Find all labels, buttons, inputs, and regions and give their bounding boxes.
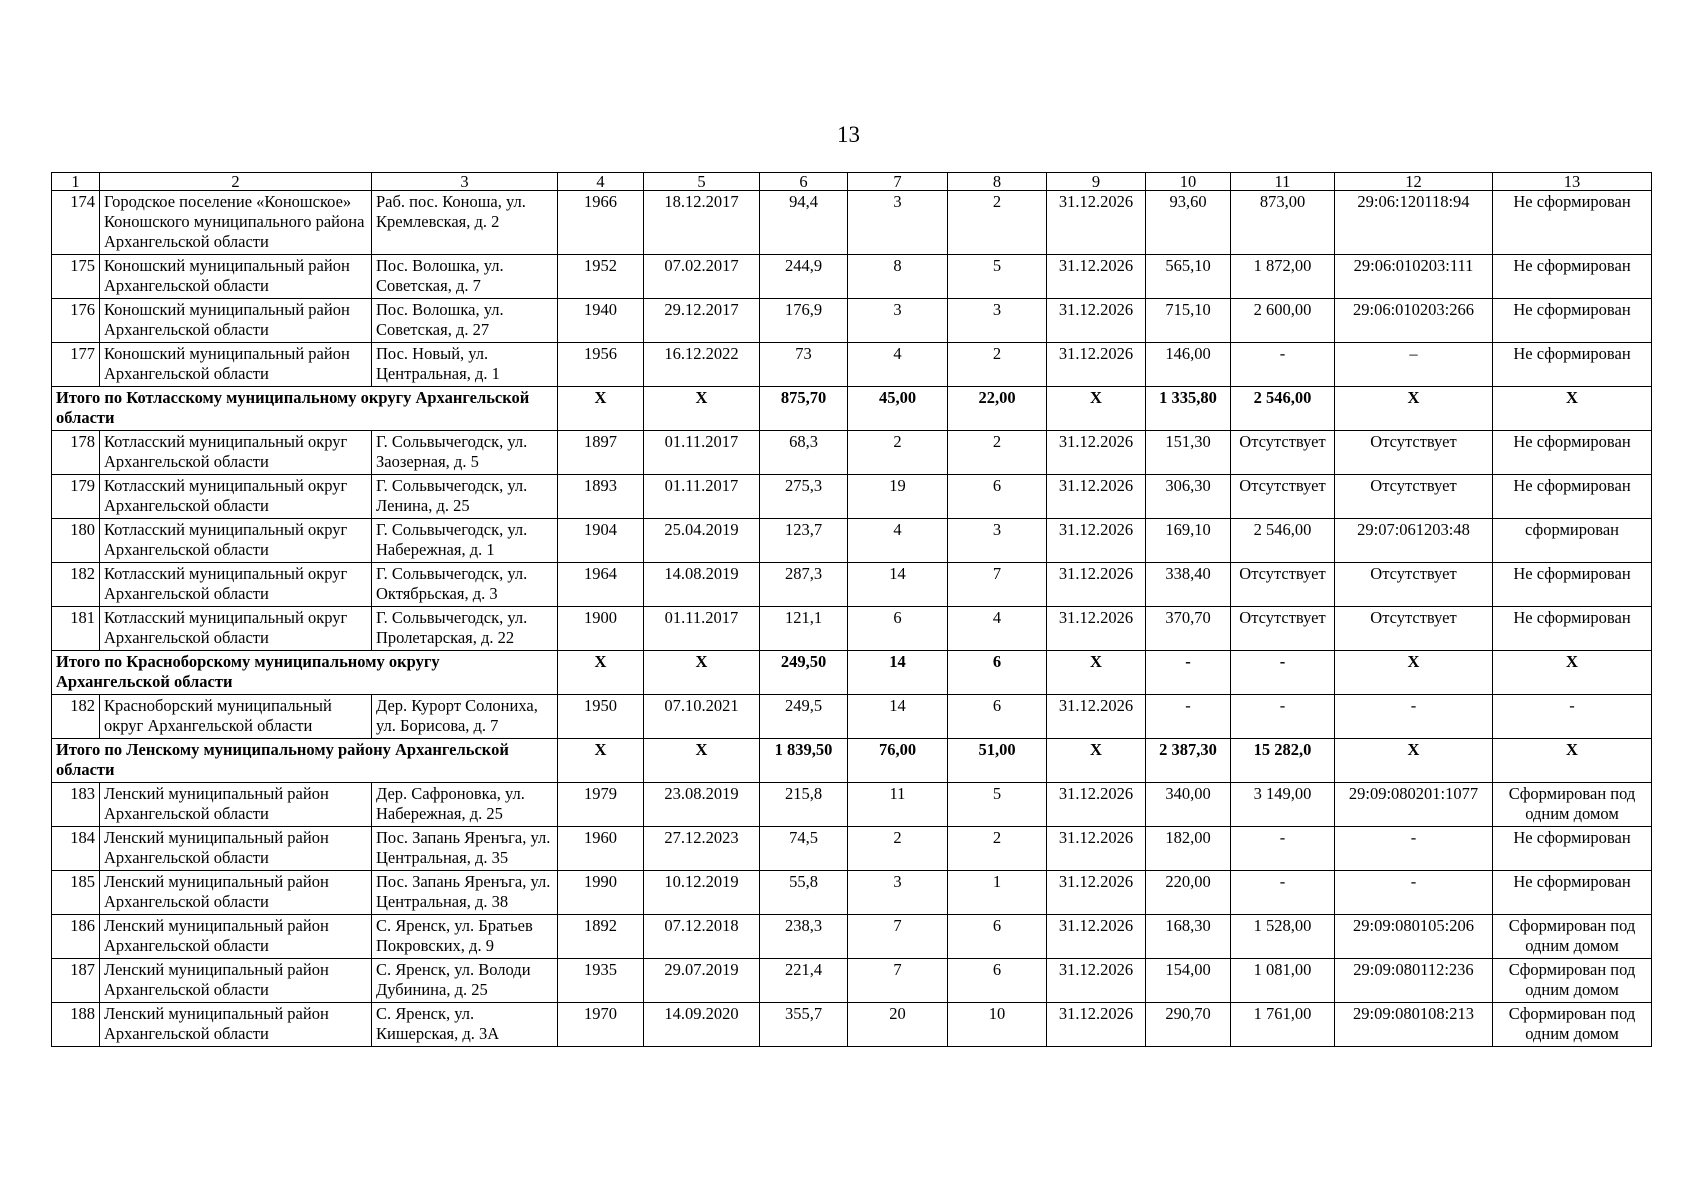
cell-cost: -	[1231, 343, 1335, 387]
column-number-12: 12	[1335, 173, 1493, 191]
page-number: 13	[837, 122, 860, 147]
cell-cost: 1 528,00	[1231, 915, 1335, 959]
cell-row-number: 182	[52, 563, 100, 607]
cell-area: 73	[760, 343, 848, 387]
cell-row-number: 184	[52, 827, 100, 871]
cell-date-recognized: 07.10.2021	[644, 695, 760, 739]
cell-row-number: 175	[52, 255, 100, 299]
cell-row-number: 185	[52, 871, 100, 915]
cell-date-recognized: 07.12.2018	[644, 915, 760, 959]
table-row	[52, 343, 1652, 387]
cell-address: Г. Сольвычегодск, ул. Ленина, д. 25	[372, 475, 558, 519]
cell-land-status: Не сформирован	[1493, 563, 1652, 607]
cell-land-area: 146,00	[1146, 343, 1231, 387]
cell-owner: Красноборский муниципальный округ Архангельской области	[100, 695, 372, 739]
column-number-11: 11	[1231, 173, 1335, 191]
cell-area: 244,9	[760, 255, 848, 299]
total-date-recognized: X	[644, 739, 760, 783]
total-deadline: X	[1047, 739, 1146, 783]
cell-land-area: 168,30	[1146, 915, 1231, 959]
cell-cadastral-number: Отсутствует	[1335, 431, 1493, 475]
cell-date-recognized: 29.12.2017	[644, 299, 760, 343]
table-row	[52, 915, 1652, 959]
total-year-built: X	[558, 387, 644, 431]
column-number-7: 7	[848, 173, 948, 191]
total-cost: -	[1231, 651, 1335, 695]
cell-cadastral-number: 29:06:010203:111	[1335, 255, 1493, 299]
table-row	[52, 255, 1652, 299]
cell-year-built: 1950	[558, 695, 644, 739]
cell-land-area: 370,70	[1146, 607, 1231, 651]
total-land-area: 1 335,80	[1146, 387, 1231, 431]
cell-year-built: 1956	[558, 343, 644, 387]
cell-land-area: 154,00	[1146, 959, 1231, 1003]
cell-apartments: 6	[948, 915, 1047, 959]
cell-cadastral-number: 29:06:010203:266	[1335, 299, 1493, 343]
cell-address: Г. Сольвычегодск, ул. Октябрьская, д. 3	[372, 563, 558, 607]
column-number-13: 13	[1493, 173, 1652, 191]
cell-owner: Ленский муниципальный район Архангельской области	[100, 959, 372, 1003]
table-row	[52, 827, 1652, 871]
cell-deadline: 31.12.2026	[1047, 475, 1146, 519]
table-row	[52, 959, 1652, 1003]
cell-land-area: 220,00	[1146, 871, 1231, 915]
table-row	[52, 475, 1652, 519]
cell-area: 238,3	[760, 915, 848, 959]
cell-apartments: 6	[948, 475, 1047, 519]
cell-row-number: 188	[52, 1003, 100, 1047]
cell-land-status: Не сформирован	[1493, 431, 1652, 475]
total-date-recognized: X	[644, 651, 760, 695]
cell-apartments: 2	[948, 343, 1047, 387]
cell-deadline: 31.12.2026	[1047, 519, 1146, 563]
cell-residents: 4	[848, 343, 948, 387]
cell-deadline: 31.12.2026	[1047, 871, 1146, 915]
cell-cadastral-number: 29:09:080112:236	[1335, 959, 1493, 1003]
cell-row-number: 178	[52, 431, 100, 475]
cell-area: 287,3	[760, 563, 848, 607]
total-land-area: 2 387,30	[1146, 739, 1231, 783]
cell-owner: Ленский муниципальный район Архангельской области	[100, 871, 372, 915]
cell-year-built: 1935	[558, 959, 644, 1003]
cell-apartments: 3	[948, 519, 1047, 563]
column-number-row	[52, 173, 1652, 191]
total-date-recognized: X	[644, 387, 760, 431]
cell-cadastral-number: Отсутствует	[1335, 475, 1493, 519]
total-deadline: X	[1047, 387, 1146, 431]
column-number-4: 4	[558, 173, 644, 191]
total-cost: 15 282,0	[1231, 739, 1335, 783]
total-apartments: 51,00	[948, 739, 1047, 783]
housing-registry-table	[51, 172, 1652, 1047]
cell-cadastral-number: -	[1335, 695, 1493, 739]
total-land-area: -	[1146, 651, 1231, 695]
cell-owner: Котласский муниципальный округ Архангельской области	[100, 519, 372, 563]
cell-owner: Котласский муниципальный округ Архангельской области	[100, 475, 372, 519]
cell-cadastral-number: 29:07:061203:48	[1335, 519, 1493, 563]
cell-date-recognized: 01.11.2017	[644, 475, 760, 519]
cell-year-built: 1904	[558, 519, 644, 563]
cell-residents: 3	[848, 191, 948, 255]
total-residents: 45,00	[848, 387, 948, 431]
cell-area: 55,8	[760, 871, 848, 915]
cell-deadline: 31.12.2026	[1047, 563, 1146, 607]
cell-address: Дер. Сафроновка, ул. Набережная, д. 25	[372, 783, 558, 827]
cell-deadline: 31.12.2026	[1047, 299, 1146, 343]
table-row	[52, 431, 1652, 475]
cell-date-recognized: 25.04.2019	[644, 519, 760, 563]
cell-land-area: 565,10	[1146, 255, 1231, 299]
cell-cost: -	[1231, 695, 1335, 739]
cell-cost: Отсутствует	[1231, 607, 1335, 651]
cell-cost: 873,00	[1231, 191, 1335, 255]
cell-deadline: 31.12.2026	[1047, 783, 1146, 827]
cell-year-built: 1897	[558, 431, 644, 475]
cell-land-area: 290,70	[1146, 1003, 1231, 1047]
cell-deadline: 31.12.2026	[1047, 915, 1146, 959]
total-residents: 76,00	[848, 739, 948, 783]
cell-area: 74,5	[760, 827, 848, 871]
cell-cadastral-number: Отсутствует	[1335, 563, 1493, 607]
cell-owner: Городское поселение «Коношское» Коношского муниципального района Архангельской области	[100, 191, 372, 255]
cell-apartments: 2	[948, 827, 1047, 871]
cell-land-status: Не сформирован	[1493, 299, 1652, 343]
total-land-status: X	[1493, 387, 1652, 431]
cell-area: 215,8	[760, 783, 848, 827]
cell-land-status: Не сформирован	[1493, 607, 1652, 651]
cell-cost: 2 600,00	[1231, 299, 1335, 343]
cell-area: 176,9	[760, 299, 848, 343]
cell-cadastral-number: Отсутствует	[1335, 607, 1493, 651]
cell-land-status: Сформирован под одним домом	[1493, 959, 1652, 1003]
cell-deadline: 31.12.2026	[1047, 191, 1146, 255]
total-label: Итого по Красноборскому муниципальному округу Архангельской области	[52, 651, 558, 695]
cell-residents: 8	[848, 255, 948, 299]
column-number-1: 1	[52, 173, 100, 191]
cell-row-number: 180	[52, 519, 100, 563]
table-row	[52, 607, 1652, 651]
cell-row-number: 186	[52, 915, 100, 959]
cell-deadline: 31.12.2026	[1047, 695, 1146, 739]
cell-cadastral-number: 29:06:120118:94	[1335, 191, 1493, 255]
cell-date-recognized: 27.12.2023	[644, 827, 760, 871]
cell-land-area: 151,30	[1146, 431, 1231, 475]
cell-cost: Отсутствует	[1231, 475, 1335, 519]
cell-address: Пос. Волошка, ул. Советская, д. 7	[372, 255, 558, 299]
column-number-2: 2	[100, 173, 372, 191]
cell-residents: 14	[848, 695, 948, 739]
cell-area: 221,4	[760, 959, 848, 1003]
cell-land-area: 182,00	[1146, 827, 1231, 871]
cell-date-recognized: 01.11.2017	[644, 431, 760, 475]
table-body	[52, 173, 1652, 1047]
cell-deadline: 31.12.2026	[1047, 431, 1146, 475]
cell-cadastral-number: 29:09:080108:213	[1335, 1003, 1493, 1047]
cell-land-area: 338,40	[1146, 563, 1231, 607]
cell-residents: 2	[848, 431, 948, 475]
cell-date-recognized: 14.08.2019	[644, 563, 760, 607]
cell-cost: Отсутствует	[1231, 563, 1335, 607]
cell-deadline: 31.12.2026	[1047, 255, 1146, 299]
cell-year-built: 1952	[558, 255, 644, 299]
cell-year-built: 1964	[558, 563, 644, 607]
cell-date-recognized: 01.11.2017	[644, 607, 760, 651]
cell-area: 249,5	[760, 695, 848, 739]
cell-cost: 2 546,00	[1231, 519, 1335, 563]
total-row	[52, 651, 1652, 695]
cell-row-number: 174	[52, 191, 100, 255]
cell-owner: Ленский муниципальный район Архангельской области	[100, 827, 372, 871]
cell-land-status: Не сформирован	[1493, 871, 1652, 915]
cell-address: Г. Сольвычегодск, ул. Пролетарская, д. 22	[372, 607, 558, 651]
total-area: 1 839,50	[760, 739, 848, 783]
cell-apartments: 4	[948, 607, 1047, 651]
cell-date-recognized: 29.07.2019	[644, 959, 760, 1003]
column-number-3: 3	[372, 173, 558, 191]
total-apartments: 22,00	[948, 387, 1047, 431]
cell-date-recognized: 16.12.2022	[644, 343, 760, 387]
cell-apartments: 6	[948, 695, 1047, 739]
total-label: Итого по Ленскому муниципальному району Архангельской области	[52, 739, 558, 783]
cell-address: Г. Сольвычегодск, ул. Заозерная, д. 5	[372, 431, 558, 475]
cell-land-area: -	[1146, 695, 1231, 739]
column-number-6: 6	[760, 173, 848, 191]
cell-row-number: 182	[52, 695, 100, 739]
cell-year-built: 1960	[558, 827, 644, 871]
cell-cost: 1 081,00	[1231, 959, 1335, 1003]
cell-land-area: 306,30	[1146, 475, 1231, 519]
cell-owner: Коношский муниципальный район Архангельской области	[100, 299, 372, 343]
cell-deadline: 31.12.2026	[1047, 827, 1146, 871]
cell-year-built: 1900	[558, 607, 644, 651]
cell-deadline: 31.12.2026	[1047, 1003, 1146, 1047]
cell-apartments: 10	[948, 1003, 1047, 1047]
cell-land-status: -	[1493, 695, 1652, 739]
total-land-status: X	[1493, 651, 1652, 695]
column-number-8: 8	[948, 173, 1047, 191]
table-row	[52, 1003, 1652, 1047]
cell-land-status: Сформирован под одним домом	[1493, 1003, 1652, 1047]
table-row	[52, 191, 1652, 255]
cell-land-status: Не сформирован	[1493, 343, 1652, 387]
cell-land-area: 93,60	[1146, 191, 1231, 255]
cell-apartments: 5	[948, 783, 1047, 827]
cell-land-status: Не сформирован	[1493, 191, 1652, 255]
total-row	[52, 739, 1652, 783]
cell-residents: 3	[848, 299, 948, 343]
cell-address: Пос. Запань Яренъга, ул. Центральная, д. 35	[372, 827, 558, 871]
cell-cost: 1 761,00	[1231, 1003, 1335, 1047]
cell-date-recognized: 14.09.2020	[644, 1003, 760, 1047]
cell-row-number: 181	[52, 607, 100, 651]
cell-area: 68,3	[760, 431, 848, 475]
cell-apartments: 2	[948, 431, 1047, 475]
cell-row-number: 177	[52, 343, 100, 387]
total-row	[52, 387, 1652, 431]
cell-row-number: 187	[52, 959, 100, 1003]
cell-apartments: 1	[948, 871, 1047, 915]
cell-address: Пос. Новый, ул. Центральная, д. 1	[372, 343, 558, 387]
cell-residents: 20	[848, 1003, 948, 1047]
cell-residents: 3	[848, 871, 948, 915]
cell-cadastral-number: -	[1335, 871, 1493, 915]
cell-date-recognized: 18.12.2017	[644, 191, 760, 255]
cell-residents: 7	[848, 915, 948, 959]
cell-residents: 4	[848, 519, 948, 563]
total-area: 249,50	[760, 651, 848, 695]
cell-address: С. Яренск, ул. Кишерская, д. 3А	[372, 1003, 558, 1047]
cell-land-status: Не сформирован	[1493, 475, 1652, 519]
total-cadastral-number: X	[1335, 651, 1493, 695]
total-cadastral-number: X	[1335, 739, 1493, 783]
cell-apartments: 6	[948, 959, 1047, 1003]
cell-owner: Ленский муниципальный район Архангельской области	[100, 1003, 372, 1047]
cell-residents: 14	[848, 563, 948, 607]
cell-year-built: 1893	[558, 475, 644, 519]
total-label: Итого по Котласскому муниципальному округу Архангельской области	[52, 387, 558, 431]
table-row	[52, 783, 1652, 827]
cell-owner: Котласский муниципальный округ Архангельской области	[100, 563, 372, 607]
cell-row-number: 176	[52, 299, 100, 343]
table-row	[52, 695, 1652, 739]
cell-residents: 11	[848, 783, 948, 827]
cell-date-recognized: 23.08.2019	[644, 783, 760, 827]
column-number-10: 10	[1146, 173, 1231, 191]
cell-year-built: 1892	[558, 915, 644, 959]
table-row	[52, 519, 1652, 563]
cell-apartments: 2	[948, 191, 1047, 255]
cell-owner: Котласский муниципальный округ Архангельской области	[100, 431, 372, 475]
cell-land-area: 715,10	[1146, 299, 1231, 343]
cell-owner: Ленский муниципальный район Архангельской области	[100, 783, 372, 827]
table-row	[52, 563, 1652, 607]
cell-cost: -	[1231, 827, 1335, 871]
cell-deadline: 31.12.2026	[1047, 607, 1146, 651]
cell-owner: Ленский муниципальный район Архангельской области	[100, 915, 372, 959]
cell-area: 121,1	[760, 607, 848, 651]
total-deadline: X	[1047, 651, 1146, 695]
cell-land-status: Сформирован под одним домом	[1493, 915, 1652, 959]
cell-residents: 19	[848, 475, 948, 519]
cell-address: Дер. Курорт Солониха, ул. Борисова, д. 7	[372, 695, 558, 739]
column-number-9: 9	[1047, 173, 1146, 191]
cell-address: Раб. пос. Коноша, ул. Кремлевская, д. 2	[372, 191, 558, 255]
table-row	[52, 871, 1652, 915]
cell-apartments: 3	[948, 299, 1047, 343]
cell-address: Г. Сольвычегодск, ул. Набережная, д. 1	[372, 519, 558, 563]
cell-date-recognized: 07.02.2017	[644, 255, 760, 299]
cell-owner: Коношский муниципальный район Архангельской области	[100, 255, 372, 299]
cell-apartments: 5	[948, 255, 1047, 299]
cell-land-area: 340,00	[1146, 783, 1231, 827]
cell-land-status: Сформирован под одним домом	[1493, 783, 1652, 827]
total-cadastral-number: X	[1335, 387, 1493, 431]
cell-year-built: 1970	[558, 1003, 644, 1047]
cell-cost: 3 149,00	[1231, 783, 1335, 827]
total-year-built: X	[558, 739, 644, 783]
cell-area: 275,3	[760, 475, 848, 519]
table-row	[52, 299, 1652, 343]
cell-cadastral-number: -	[1335, 827, 1493, 871]
cell-land-status: сформирован	[1493, 519, 1652, 563]
cell-deadline: 31.12.2026	[1047, 343, 1146, 387]
column-number-5: 5	[644, 173, 760, 191]
total-area: 875,70	[760, 387, 848, 431]
cell-year-built: 1990	[558, 871, 644, 915]
cell-deadline: 31.12.2026	[1047, 959, 1146, 1003]
cell-area: 355,7	[760, 1003, 848, 1047]
total-land-status: X	[1493, 739, 1652, 783]
cell-cost: 1 872,00	[1231, 255, 1335, 299]
cell-address: С. Яренск, ул. Володи Дубинина, д. 25	[372, 959, 558, 1003]
total-cost: 2 546,00	[1231, 387, 1335, 431]
total-apartments: 6	[948, 651, 1047, 695]
cell-area: 123,7	[760, 519, 848, 563]
cell-cadastral-number: –	[1335, 343, 1493, 387]
cell-cost: -	[1231, 871, 1335, 915]
cell-land-status: Не сформирован	[1493, 255, 1652, 299]
cell-row-number: 179	[52, 475, 100, 519]
cell-cadastral-number: 29:09:080201:1077	[1335, 783, 1493, 827]
cell-residents: 7	[848, 959, 948, 1003]
cell-row-number: 183	[52, 783, 100, 827]
cell-residents: 6	[848, 607, 948, 651]
cell-land-area: 169,10	[1146, 519, 1231, 563]
cell-apartments: 7	[948, 563, 1047, 607]
cell-address: Пос. Запань Яренъга, ул. Центральная, д. 38	[372, 871, 558, 915]
cell-address: Пос. Волошка, ул. Советская, д. 27	[372, 299, 558, 343]
cell-owner: Котласский муниципальный округ Архангельской области	[100, 607, 372, 651]
cell-land-status: Не сформирован	[1493, 827, 1652, 871]
cell-area: 94,4	[760, 191, 848, 255]
cell-cost: Отсутствует	[1231, 431, 1335, 475]
cell-cadastral-number: 29:09:080105:206	[1335, 915, 1493, 959]
total-year-built: X	[558, 651, 644, 695]
cell-owner: Коношский муниципальный район Архангельской области	[100, 343, 372, 387]
cell-year-built: 1979	[558, 783, 644, 827]
cell-date-recognized: 10.12.2019	[644, 871, 760, 915]
cell-residents: 2	[848, 827, 948, 871]
cell-year-built: 1940	[558, 299, 644, 343]
cell-address: С. Яренск, ул. Братьев Покровских, д. 9	[372, 915, 558, 959]
total-residents: 14	[848, 651, 948, 695]
cell-year-built: 1966	[558, 191, 644, 255]
